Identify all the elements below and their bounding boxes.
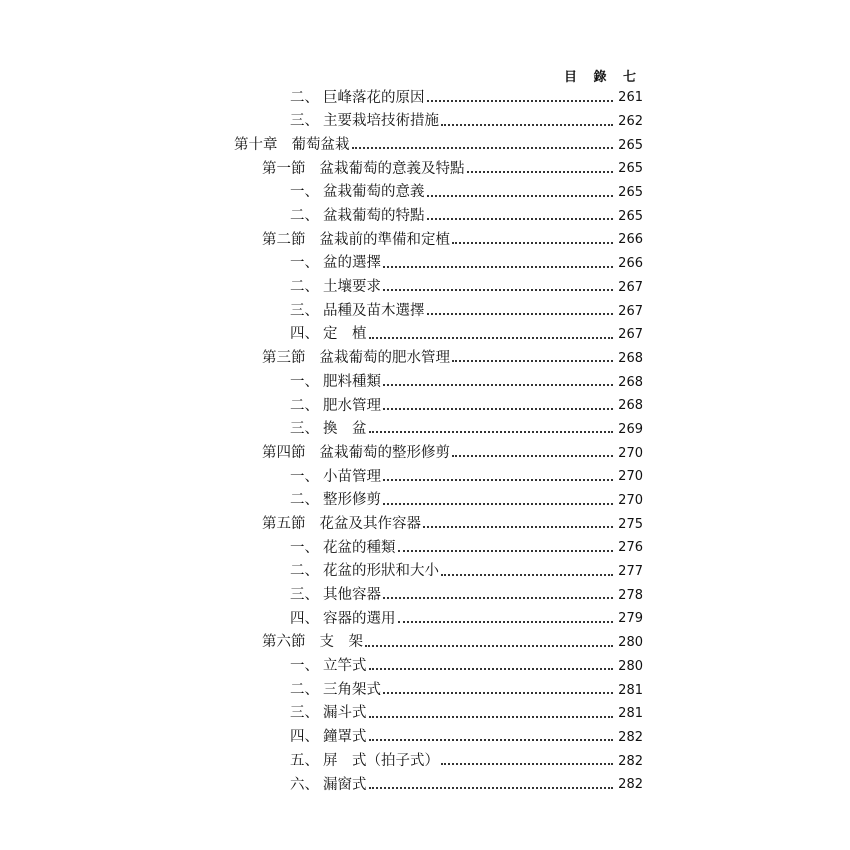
entry-page-number: 267 [618,279,643,295]
entry-number: 五、 [290,752,319,769]
toc-entry-item [0,489,850,513]
entry-number: 第六節 [262,634,306,651]
dot-leader [441,124,613,126]
dot-leader [369,787,614,789]
entry-page-number: 281 [618,682,643,698]
entry-number: 第四節 [262,444,306,461]
entry-title: 盆栽前的準備和定植 [319,231,450,248]
entry-title: 主要栽培技術措施 [323,113,439,130]
entry-number: 四、 [290,610,319,627]
entry-number: 六、 [290,776,319,793]
entry-number: 一、 [290,468,319,485]
entry-page-number: 281 [618,706,643,722]
entry-page-number: 278 [618,587,643,603]
toc-entry-item [0,536,850,560]
entry-number: 一、 [290,373,319,390]
entry-number: 三、 [290,587,319,604]
entry-title: 盆栽葡萄的意義 [323,184,425,201]
dot-leader [383,503,613,505]
entry-page-number: 267 [618,303,643,319]
entry-number: 一、 [290,255,319,272]
entry-title: 盆栽葡萄的特點 [323,208,425,225]
entry-title: 盆栽葡萄的意義及特點 [319,160,465,177]
entry-page-number: 279 [618,611,643,627]
dot-leader [383,289,613,291]
toc-entry-item [0,749,850,773]
toc-entry-section [0,228,850,252]
running-header: 目 錄 七 [563,70,642,85]
entry-title: 品種及苗木選擇 [323,302,425,319]
dot-leader [369,668,614,670]
entry-number: 第一節 [262,160,306,177]
dot-leader [452,242,613,244]
toc-entry-item [0,394,850,418]
entry-number: 二、 [290,492,319,509]
toc-entry-item [0,678,850,702]
entry-title: 盆栽葡萄的整形修剪 [319,444,450,461]
dot-leader [383,692,613,694]
entry-page-number: 282 [618,777,643,793]
dot-leader [423,526,613,528]
entry-title: 小苗管理 [323,468,381,485]
toc-entry-item [0,560,850,584]
dot-leader [383,408,613,410]
toc-entry-section [0,512,850,536]
dot-leader [352,147,614,149]
entry-number: 一、 [290,184,319,201]
entry-title: 肥水管理 [323,397,381,414]
toc-entry-item [0,299,850,323]
entry-title: 葡萄盆栽 [291,136,350,153]
entry-number: 一、 [290,658,319,675]
toc-entry-item [0,465,850,489]
dot-leader [452,360,613,362]
entry-title: 其他容器 [323,587,381,604]
toc-entry-section [0,631,850,655]
entry-page-number: 266 [618,232,643,248]
entry-title: 盆栽葡萄的肥水管理 [319,350,450,367]
entry-title: 支 架 [319,634,363,651]
toc-entry-item [0,86,850,110]
entry-title: 花盆及其作容器 [319,515,421,532]
entry-number: 三、 [290,421,319,438]
entry-title: 巨峰落花的原因 [323,89,425,106]
entry-title: 花盆的種類 [323,539,396,556]
entry-title: 土壤要求 [323,279,381,296]
toc-entry-item [0,323,850,347]
entry-number: 三、 [290,302,319,319]
dot-leader [452,455,613,457]
entry-title: 整形修剪 [323,492,381,509]
table-of-contents [0,86,850,797]
entry-number: 二、 [290,563,319,580]
entry-title: 花盆的形狀和大小 [323,563,439,580]
toc-entry-section [0,441,850,465]
entry-page-number: 265 [618,185,643,201]
dot-leader [427,218,614,220]
toc-entry-item [0,252,850,276]
entry-title: 盆的選擇 [323,255,381,272]
entry-number: 四、 [290,326,319,343]
dot-leader [398,621,614,623]
entry-title: 鐘罩式 [323,729,367,746]
entry-title: 三角架式 [323,681,381,698]
entry-number: 三、 [290,705,319,722]
entry-page-number: 270 [618,493,643,509]
dot-leader [441,574,613,576]
toc-entry-item [0,583,850,607]
toc-entry-item [0,702,850,726]
toc-entry-item [0,726,850,750]
entry-title: 立竿式 [323,658,367,675]
entry-page-number: 282 [618,753,643,769]
entry-page-number: 282 [618,729,643,745]
entry-page-number: 266 [618,256,643,272]
entry-number: 二、 [290,681,319,698]
entry-number: 二、 [290,397,319,414]
entry-title: 換 盆 [323,421,367,438]
entry-page-number: 270 [618,445,643,461]
entry-page-number: 269 [618,421,643,437]
dot-leader [441,763,613,765]
entry-title: 定 植 [323,326,367,343]
toc-entry-item [0,418,850,442]
entry-page-number: 265 [618,137,643,153]
entry-page-number: 270 [618,469,643,485]
entry-page-number: 275 [618,516,643,532]
entry-title: 肥料種類 [323,373,381,390]
dot-leader [369,739,614,741]
dot-leader [467,171,614,173]
entry-number: 二、 [290,208,319,225]
toc-entry-item [0,370,850,394]
entry-page-number: 265 [618,208,643,224]
toc-entry-item [0,204,850,228]
dot-leader [398,550,614,552]
dot-leader [427,195,614,197]
toc-entry-item [0,773,850,797]
entry-number: 第五節 [262,515,306,532]
dot-leader [369,431,614,433]
dot-leader [383,266,613,268]
entry-page-number: 268 [618,374,643,390]
entry-page-number: 262 [618,114,643,130]
entry-page-number: 276 [618,540,643,556]
entry-title: 漏窗式 [323,776,367,793]
dot-leader [365,645,613,647]
toc-entry-item [0,655,850,679]
dot-leader [383,479,613,481]
toc-entry-item [0,607,850,631]
entry-number: 三、 [290,113,319,130]
entry-number: 第三節 [262,350,306,367]
entry-page-number: 267 [618,327,643,343]
entry-number: 二、 [290,89,319,106]
entry-title: 漏斗式 [323,705,367,722]
toc-entry-section [0,347,850,371]
entry-page-number: 280 [618,658,643,674]
entry-page-number: 268 [618,350,643,366]
dot-leader [383,384,613,386]
entry-page-number: 280 [618,635,643,651]
dot-leader [427,313,614,315]
entry-title: 容器的選用 [323,610,396,627]
entry-number: 四、 [290,729,319,746]
entry-number: 一、 [290,539,319,556]
toc-entry-chapter [0,133,850,157]
entry-number: 二、 [290,279,319,296]
toc-entry-section [0,157,850,181]
entry-number: 第二節 [262,231,306,248]
entry-page-number: 265 [618,161,643,177]
entry-title: 屏 式（拍子式） [323,752,439,769]
entry-page-number: 261 [618,90,643,106]
toc-entry-item [0,110,850,134]
entry-page-number: 277 [618,564,643,580]
toc-entry-item [0,181,850,205]
dot-leader [369,716,614,718]
dot-leader [369,337,614,339]
toc-entry-item [0,276,850,300]
dot-leader [427,100,614,102]
entry-page-number: 268 [618,398,643,414]
dot-leader [383,597,613,599]
entry-number: 第十章 [234,136,278,153]
